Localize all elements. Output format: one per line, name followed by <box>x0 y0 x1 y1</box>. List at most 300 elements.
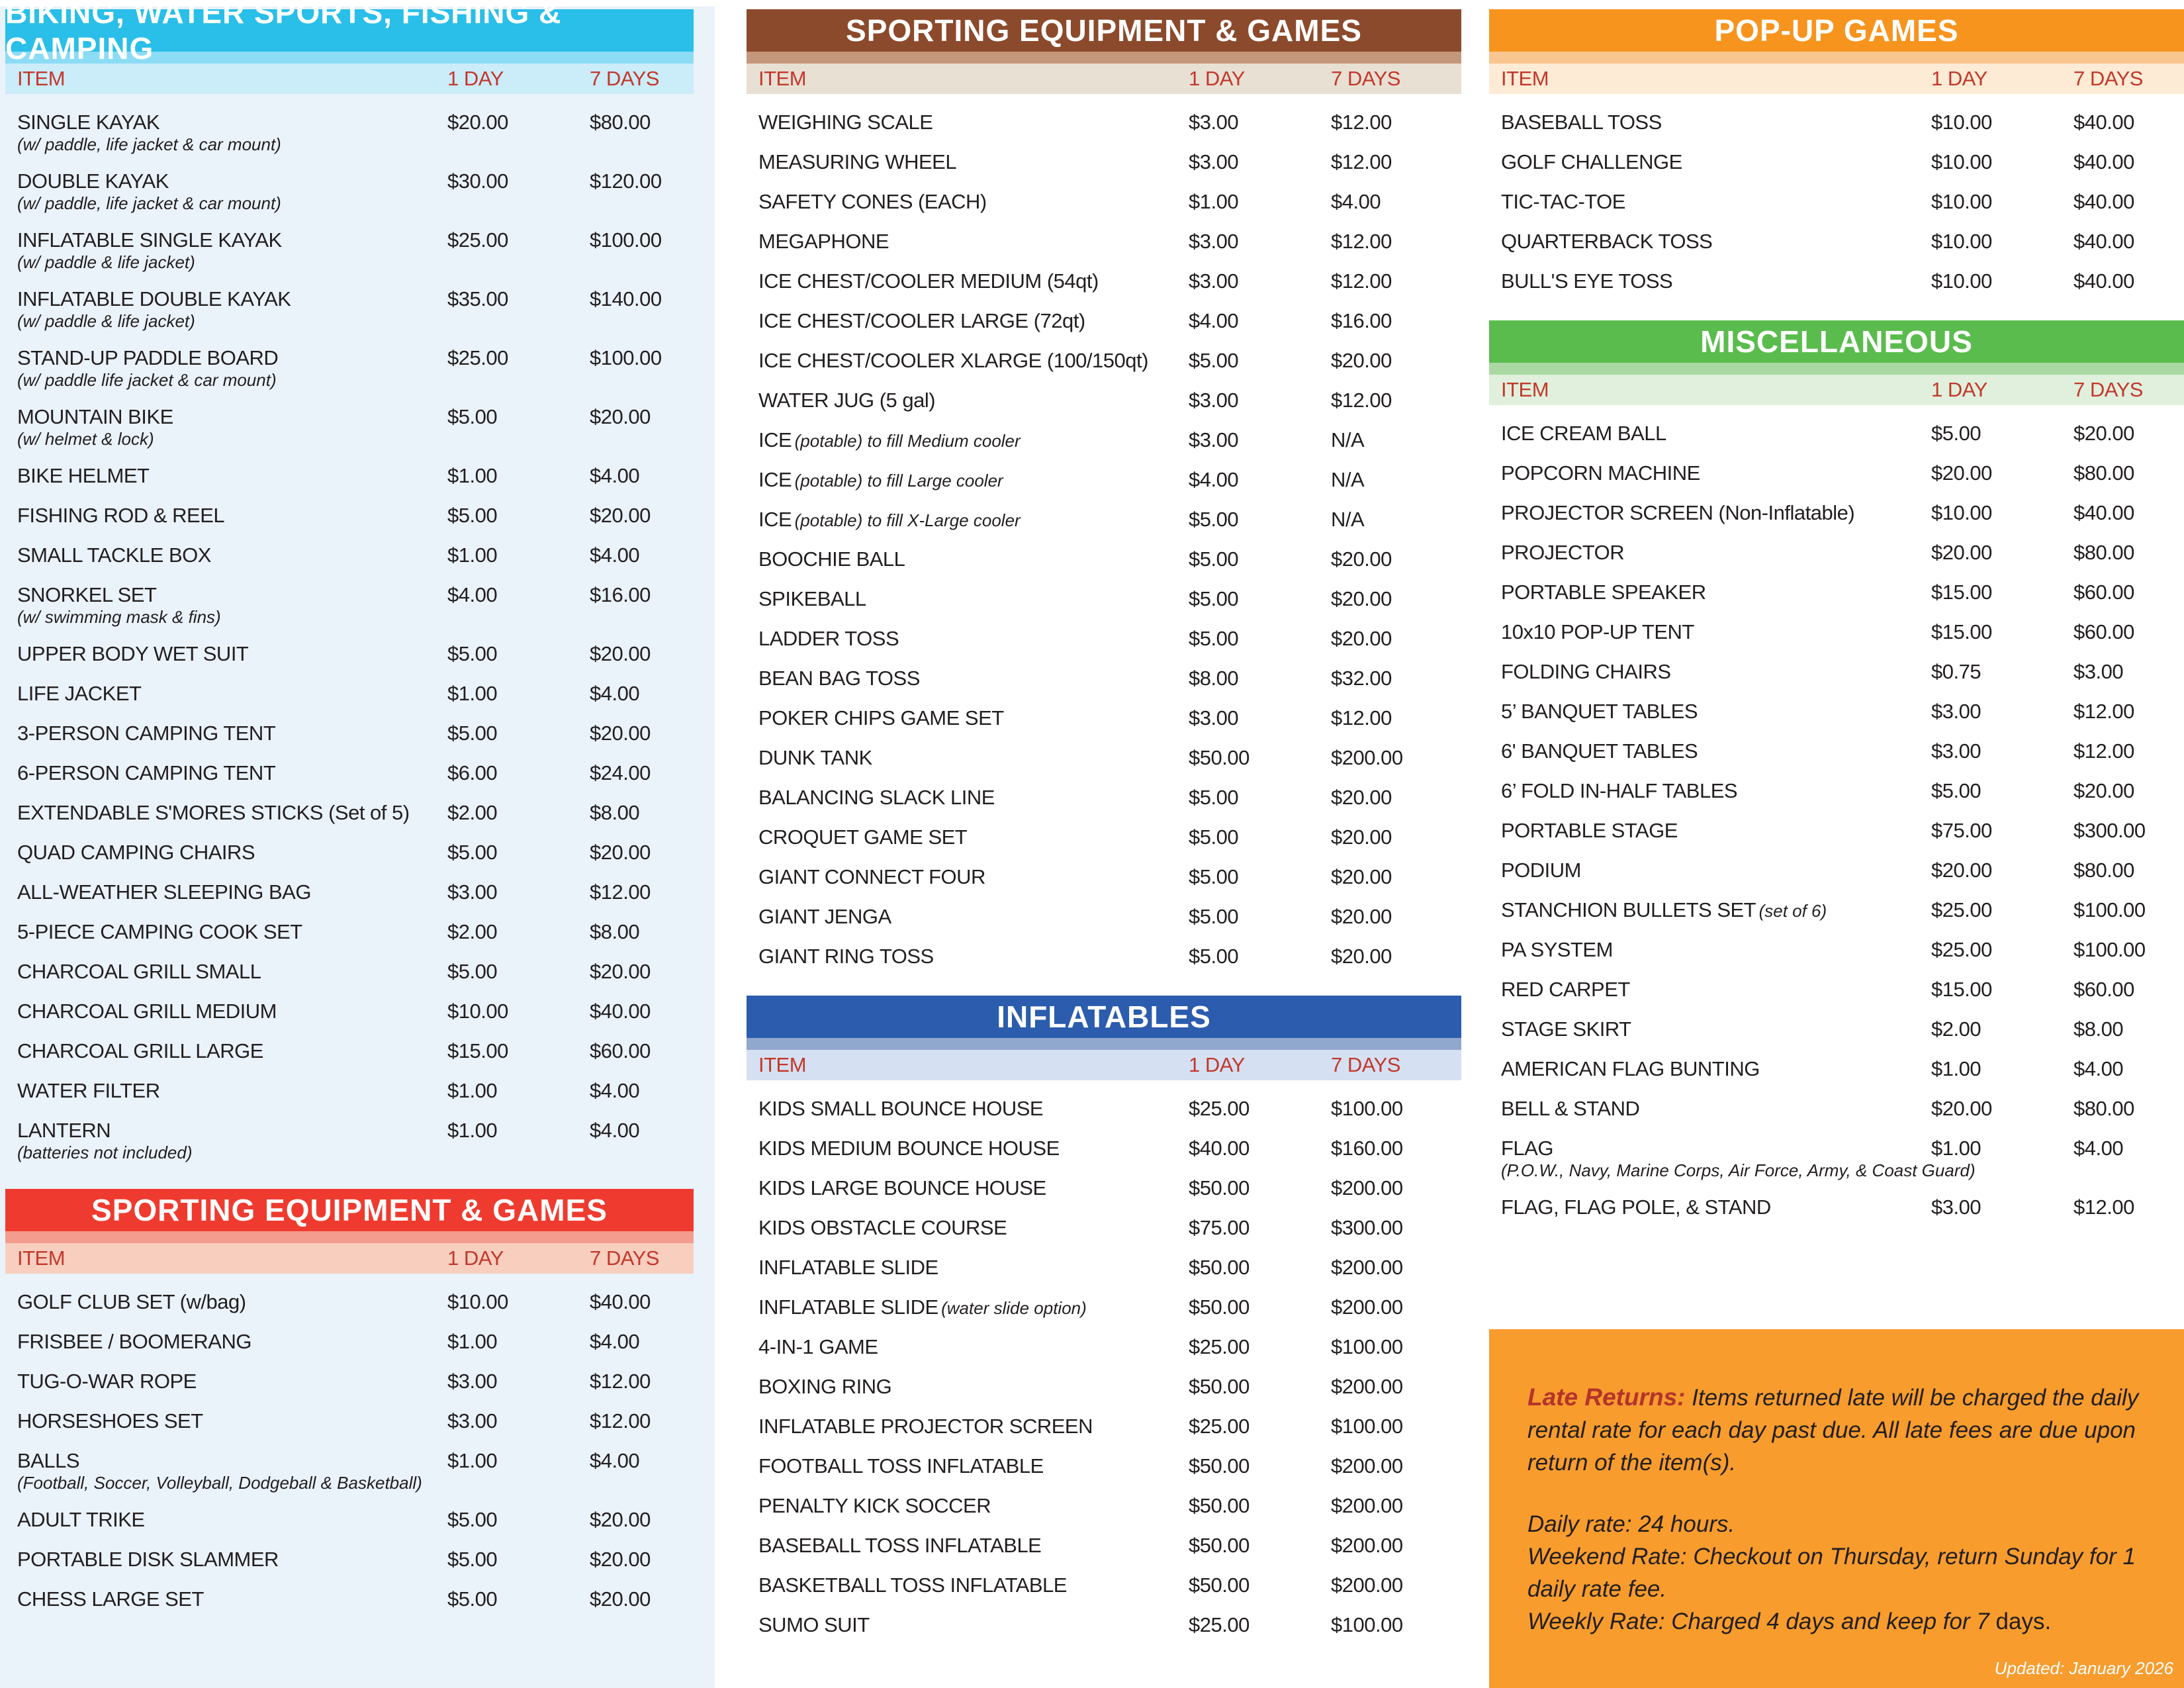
item-row <box>5 221 694 280</box>
item-row <box>5 1540 694 1580</box>
item-name: KIDS SMALL BOUNCE HOUSE <box>758 1097 1044 1120</box>
item-row <box>1489 1090 2184 1129</box>
section-header-bar <box>747 996 1461 1038</box>
item-row <box>747 937 1461 977</box>
item-name-cell <box>17 464 447 488</box>
item-row <box>1489 494 2184 534</box>
price-1day: $10.00 <box>1931 150 1992 173</box>
price-7days: $60.00 <box>590 1039 651 1062</box>
late-returns-label: Late Returns: <box>1527 1383 1686 1411</box>
item-name-cell <box>1501 660 1931 684</box>
item-name-cell <box>758 746 1189 770</box>
price-7days: $40.00 <box>590 1290 651 1313</box>
price-1day: $5.00 <box>447 1508 498 1531</box>
price-1day: $5.00 <box>447 841 498 864</box>
item-name-cell <box>758 111 1189 134</box>
price-1day: $3.00 <box>1189 230 1239 253</box>
item-name-cell <box>1501 779 1931 803</box>
item-name: DUNK TANK <box>758 746 872 769</box>
section-rows <box>1489 94 2184 302</box>
price-7days: $20.00 <box>1331 945 1392 968</box>
price-7days: $12.00 <box>2073 739 2134 763</box>
item-row <box>747 381 1461 421</box>
item-row <box>5 1111 694 1170</box>
item-name-cell <box>758 309 1189 333</box>
section-accent-band <box>1489 363 2184 375</box>
item-row <box>747 1566 1461 1606</box>
item-name: FISHING ROD & REEL <box>17 504 225 527</box>
price-7days: $100.00 <box>1331 1613 1403 1636</box>
item-row <box>747 778 1461 818</box>
section-header-bar <box>1489 9 2184 52</box>
item-name: 5’ BANQUET TABLES <box>1501 700 1698 723</box>
price-1day: $50.00 <box>1189 1375 1250 1398</box>
price-7days: $100.00 <box>2073 898 2146 921</box>
item-row <box>747 1606 1461 1646</box>
price-7days: $40.00 <box>2073 150 2134 173</box>
price-7days: $12.00 <box>2073 700 2134 723</box>
item-row <box>1489 931 2184 970</box>
col-header-item: ITEM <box>1501 378 1549 401</box>
item-name-cell <box>17 1449 447 1493</box>
weekend-rate-line: Weekend Rate: Checkout on Thursday, return Sunday for 1 daily rate fee. <box>1527 1544 2136 1602</box>
price-7days: $20.00 <box>2073 779 2134 802</box>
price-7days: $160.00 <box>1331 1137 1403 1160</box>
col-header-item: ITEM <box>758 67 807 90</box>
price-1day: $20.00 <box>1931 859 1992 882</box>
price-1day: $1.00 <box>447 1079 498 1102</box>
item-row <box>747 898 1461 937</box>
item-name: 4-IN-1 GAME <box>758 1335 878 1358</box>
item-name: STAGE SKIRT <box>1501 1017 1631 1041</box>
price-7days: $140.00 <box>590 287 662 310</box>
price-7days: $200.00 <box>1331 1454 1403 1477</box>
price-7days: $200.00 <box>1331 1375 1403 1398</box>
col-header-item: ITEM <box>1501 67 1549 90</box>
item-row <box>747 1526 1461 1566</box>
price-1day: $75.00 <box>1931 819 1992 842</box>
item-row <box>747 1209 1461 1248</box>
item-row <box>5 1323 694 1362</box>
price-1day: $15.00 <box>1931 581 1992 604</box>
price-7days: $20.00 <box>590 1548 651 1571</box>
item-row <box>1489 103 2184 143</box>
price-1day: $3.00 <box>447 1370 498 1393</box>
price-1day: $50.00 <box>1189 1573 1250 1597</box>
item-name-cell <box>758 825 1189 849</box>
item-name: PODIUM <box>1501 859 1581 882</box>
item-name-cell <box>758 269 1189 293</box>
item-name: ICE <box>758 468 792 491</box>
item-row <box>1489 183 2184 222</box>
item-row <box>1489 613 2184 653</box>
price-1day: $5.00 <box>447 960 498 983</box>
col-header-1day: 1 DAY <box>1931 67 1987 90</box>
col-header-1day: 1 DAY <box>1931 378 1987 401</box>
price-1day: $35.00 <box>447 287 508 310</box>
item-name-cell <box>758 945 1189 968</box>
item-row <box>747 620 1461 659</box>
item-row <box>747 540 1461 580</box>
item-row <box>5 913 694 953</box>
item-name: STANCHION BULLETS SET <box>1501 898 1756 921</box>
item-row <box>1489 891 2184 931</box>
section-header-bar <box>1489 320 2184 363</box>
price-1day: $3.00 <box>1931 700 1981 723</box>
item-name: FRISBEE / BOOMERANG <box>17 1330 251 1353</box>
item-name: ICE CREAM BALL <box>1501 422 1666 445</box>
item-name: INFLATABLE SINGLE KAYAK <box>17 228 282 252</box>
price-7days: $20.00 <box>590 722 651 745</box>
item-name: 6' BANQUET TABLES <box>1501 739 1698 763</box>
price-1day: $25.00 <box>1931 898 1992 921</box>
item-row <box>747 858 1461 898</box>
item-name: PENALTY KICK SOCCER <box>758 1494 991 1517</box>
price-1day: $1.00 <box>447 1330 498 1353</box>
item-name-cell <box>758 1573 1189 1597</box>
price-1day: $5.00 <box>447 405 498 428</box>
item-name: 3-PERSON CAMPING TENT <box>17 722 276 745</box>
item-name-cell <box>758 1415 1189 1438</box>
item-row <box>747 699 1461 739</box>
col-header-7days: 7 DAYS <box>2073 67 2143 90</box>
item-row <box>747 818 1461 858</box>
item-name: PROJECTOR <box>1501 541 1625 564</box>
column-header-row <box>5 1243 694 1274</box>
item-row <box>1489 414 2184 454</box>
item-name-cell <box>758 468 1189 492</box>
late-returns-paragraph <box>1527 1381 2146 1479</box>
price-1day: $15.00 <box>1931 978 1992 1001</box>
price-7days: $20.00 <box>1331 547 1392 571</box>
item-name-cell <box>17 111 447 155</box>
item-name: CHARCOAL GRILL LARGE <box>17 1039 263 1062</box>
item-name: GOLF CLUB SET (w/bag) <box>17 1290 246 1313</box>
item-name-cell <box>17 405 447 449</box>
item-name: 6’ FOLD IN-HALF TABLES <box>1501 779 1738 802</box>
price-1day: $5.00 <box>1189 945 1239 968</box>
price-1day: $20.00 <box>1931 541 1992 564</box>
col-header-7days: 7 DAYS <box>1331 1053 1400 1076</box>
col-header-item: ITEM <box>17 67 66 90</box>
price-7days: $8.00 <box>590 801 640 824</box>
item-name: INFLATABLE SLIDE <box>758 1295 938 1319</box>
item-name-cell <box>758 1454 1189 1478</box>
item-name-cell <box>17 1508 447 1532</box>
item-name: ICE CHEST/COOLER MEDIUM (54qt) <box>758 269 1099 293</box>
item-name: POKER CHIPS GAME SET <box>758 706 1004 729</box>
item-row <box>1489 454 2184 494</box>
item-row <box>747 1169 1461 1209</box>
price-7days: $20.00 <box>590 1587 651 1611</box>
price-7days: $20.00 <box>590 405 651 428</box>
item-row <box>1489 851 2184 891</box>
price-7days: $3.00 <box>2073 660 2124 683</box>
item-name-cell <box>1501 620 1931 644</box>
item-row <box>747 1248 1461 1288</box>
section-header-bar <box>5 0 694 66</box>
price-7days: $40.00 <box>2073 190 2134 213</box>
price-7days: $60.00 <box>2073 620 2134 643</box>
item-name: CROQUET GAME SET <box>758 825 968 849</box>
item-row <box>5 398 694 457</box>
item-row <box>747 342 1461 381</box>
item-name-cell <box>1501 1017 1931 1041</box>
item-note: (potable) to fill Large cooler <box>794 471 1003 491</box>
item-name-cell <box>758 190 1189 214</box>
item-name-cell <box>1501 1057 1931 1081</box>
price-7days: $16.00 <box>590 583 651 606</box>
price-7days: $100.00 <box>1331 1335 1403 1358</box>
weekly-rate-line: Weekly Rate: Charged 4 days and keep for 7 <box>1527 1609 1996 1634</box>
item-name: QUARTERBACK TOSS <box>1501 230 1713 253</box>
item-row <box>1489 262 2184 302</box>
price-1day: $2.00 <box>447 920 498 943</box>
price-7days: N/A <box>1331 508 1365 531</box>
section-sporting-equipment-games <box>5 1189 694 1620</box>
col-header-7days: 7 DAYS <box>1331 67 1400 90</box>
updated-date: Updated: January 2026 <box>1994 1658 2173 1678</box>
item-row <box>747 1328 1461 1368</box>
item-note: (batteries not included) <box>17 1143 193 1162</box>
item-row <box>747 500 1461 540</box>
price-1day: $3.00 <box>1189 150 1239 173</box>
item-row <box>1489 1129 2184 1188</box>
item-row <box>5 794 694 833</box>
price-1day: $10.00 <box>1931 190 1992 213</box>
item-row <box>1489 1050 2184 1090</box>
price-1day: $5.00 <box>1189 905 1239 928</box>
item-name: ALL-WEATHER SLEEPING BAG <box>17 880 311 904</box>
price-1day: $3.00 <box>1189 428 1239 451</box>
price-7days: $4.00 <box>590 1330 640 1353</box>
price-7days: $24.00 <box>590 761 651 784</box>
column-header-row <box>747 1050 1461 1080</box>
price-7days: $12.00 <box>2073 1196 2134 1219</box>
item-name: BOOCHIE BALL <box>758 547 905 571</box>
item-row <box>1489 1188 2184 1228</box>
item-row <box>1489 732 2184 772</box>
item-row <box>1489 692 2184 732</box>
price-1day: $50.00 <box>1189 1176 1250 1199</box>
price-1day: $50.00 <box>1189 1256 1250 1279</box>
item-name-cell <box>758 1534 1189 1558</box>
item-name-cell <box>758 1613 1189 1637</box>
item-note: (P.O.W., Navy, Marine Corps, Air Force, Army, & Coast Guard) <box>1501 1160 1976 1180</box>
item-name-cell <box>1501 269 1931 293</box>
price-7days: $40.00 <box>2073 501 2134 524</box>
item-name-cell <box>758 1256 1189 1280</box>
item-note: (potable) to fill Medium cooler <box>794 431 1021 451</box>
item-name-cell <box>758 428 1189 452</box>
item-name-cell <box>17 1370 447 1393</box>
price-1day: $2.00 <box>447 801 498 824</box>
item-row <box>747 1090 1461 1129</box>
price-1day: $10.00 <box>447 1290 508 1313</box>
item-name-cell <box>758 706 1189 730</box>
price-1day: $25.00 <box>1189 1097 1250 1120</box>
item-row <box>5 1283 694 1323</box>
item-name: PORTABLE STAGE <box>1501 819 1678 842</box>
item-name: LIFE JACKET <box>17 682 142 705</box>
column-header-row <box>5 64 694 94</box>
price-1day: $10.00 <box>1931 230 1992 253</box>
item-name-cell <box>758 667 1189 690</box>
price-1day: $25.00 <box>1931 938 1992 961</box>
price-7days: $4.00 <box>590 464 640 487</box>
item-name: TIC-TAC-TOE <box>1501 190 1625 213</box>
item-name-cell <box>17 1039 447 1063</box>
item-name: QUAD CAMPING CHAIRS <box>17 841 255 864</box>
price-1day: $50.00 <box>1189 746 1250 769</box>
item-row <box>747 183 1461 222</box>
item-name-cell <box>17 504 447 528</box>
price-7days: $80.00 <box>2073 859 2134 882</box>
item-name-cell <box>758 1494 1189 1518</box>
item-row <box>747 1288 1461 1328</box>
price-1day: $1.00 <box>447 682 498 705</box>
item-note: (potable) to fill X-Large cooler <box>794 510 1021 530</box>
price-7days: $60.00 <box>2073 978 2134 1001</box>
price-1day: $20.00 <box>447 111 508 134</box>
price-1day: $10.00 <box>1931 111 1992 134</box>
price-7days: $32.00 <box>1331 667 1392 690</box>
item-note: (set of 6) <box>1758 901 1827 921</box>
item-name-cell <box>1501 501 1931 525</box>
item-name: ICE <box>758 508 792 531</box>
section-title: INFLATABLES <box>997 1000 1211 1034</box>
price-7days: $4.00 <box>590 682 640 705</box>
price-1day: $1.00 <box>447 1449 498 1472</box>
price-1day: $5.00 <box>1931 779 1981 802</box>
item-row <box>747 461 1461 500</box>
price-7days: $60.00 <box>2073 581 2134 604</box>
section-title: BIKING, WATER SPORTS, FISHING & CAMPING <box>5 0 562 66</box>
item-name-cell <box>1501 541 1931 565</box>
daily-rate-line: Daily rate: 24 hours. <box>1527 1511 1735 1537</box>
item-name: ICE CHEST/COOLER XLARGE (100/150qt) <box>758 349 1148 372</box>
price-1day: $25.00 <box>1189 1613 1250 1636</box>
item-name: CHARCOAL GRILL SMALL <box>17 960 261 983</box>
item-row <box>1489 573 2184 613</box>
item-row <box>747 1447 1461 1487</box>
item-name-cell <box>758 1216 1189 1240</box>
rate-definitions <box>1527 1508 2146 1638</box>
price-7days: $12.00 <box>1331 269 1392 293</box>
price-1day: $3.00 <box>1931 1196 1981 1219</box>
col-header-7days: 7 DAYS <box>590 1246 659 1270</box>
section-rows <box>747 94 1461 977</box>
price-7days: $20.00 <box>590 504 651 527</box>
item-name-cell <box>758 349 1189 373</box>
item-name-cell <box>17 228 447 273</box>
price-1day: $40.00 <box>1189 1137 1250 1160</box>
item-name-cell <box>17 543 447 567</box>
item-row <box>5 754 694 794</box>
item-name-cell <box>17 722 447 745</box>
price-7days: $4.00 <box>590 543 640 567</box>
item-name: CHESS LARGE SET <box>17 1587 204 1611</box>
price-1day: $30.00 <box>447 169 508 193</box>
item-row <box>747 580 1461 620</box>
item-row <box>747 222 1461 262</box>
price-7days: $20.00 <box>590 841 651 864</box>
item-name-cell <box>17 346 447 391</box>
item-name: SINGLE KAYAK <box>17 111 160 134</box>
item-row <box>5 1580 694 1620</box>
item-name: SNORKEL SET <box>17 583 157 606</box>
item-row <box>1489 143 2184 183</box>
price-7days: $12.00 <box>590 880 651 904</box>
price-7days: $40.00 <box>2073 230 2134 253</box>
price-1day: $20.00 <box>1931 1097 1992 1120</box>
item-name: UPPER BODY WET SUIT <box>17 642 249 665</box>
item-row <box>5 457 694 496</box>
item-row <box>5 536 694 576</box>
price-7days: $40.00 <box>2073 269 2134 293</box>
price-1day: $3.00 <box>1931 739 1981 763</box>
item-name: LADDER TOSS <box>758 627 899 650</box>
item-row <box>747 421 1461 461</box>
price-7days: $200.00 <box>1331 1295 1403 1319</box>
column-header-row <box>747 64 1461 94</box>
price-1day: $5.00 <box>447 1587 498 1611</box>
item-name: BASKETBALL TOSS INFLATABLE <box>758 1573 1067 1597</box>
item-name-cell <box>758 508 1189 532</box>
item-row <box>747 103 1461 143</box>
price-1day: $25.00 <box>1189 1415 1250 1438</box>
price-7days: $20.00 <box>590 1508 651 1531</box>
price-1day: $5.00 <box>447 722 498 745</box>
item-name: FOOTBALL TOSS INFLATABLE <box>758 1454 1044 1477</box>
item-name: BOXING RING <box>758 1375 892 1398</box>
item-row <box>5 576 694 635</box>
item-row <box>5 1032 694 1072</box>
section-title: SPORTING EQUIPMENT & GAMES <box>846 13 1362 48</box>
price-1day: $5.00 <box>1189 786 1239 809</box>
item-name: PROJECTOR SCREEN (Non-Inflatable) <box>1501 501 1855 524</box>
item-row <box>5 280 694 339</box>
item-name: INFLATABLE PROJECTOR SCREEN <box>758 1415 1093 1438</box>
column-left <box>5 0 694 1688</box>
item-name-cell <box>17 642 447 666</box>
price-7days: $12.00 <box>590 1370 651 1393</box>
price-1day: $10.00 <box>1931 501 1992 524</box>
item-name: SMALL TACKLE BOX <box>17 543 211 567</box>
item-row <box>1489 222 2184 262</box>
price-7days: $20.00 <box>1331 905 1392 928</box>
item-name: BALLS <box>17 1449 80 1472</box>
price-7days: $4.00 <box>590 1079 640 1102</box>
price-7days: $80.00 <box>2073 541 2134 564</box>
price-1day: $3.00 <box>1189 389 1239 412</box>
item-name-cell <box>1501 230 1931 254</box>
item-name-cell <box>17 169 447 214</box>
item-name: PORTABLE DISK SLAMMER <box>17 1548 279 1571</box>
price-7days: N/A <box>1331 428 1365 451</box>
item-name-cell <box>17 682 447 706</box>
item-name-cell <box>17 801 447 825</box>
price-7days: $200.00 <box>1331 1494 1403 1517</box>
item-note: (w/ paddle, life jacket & car mount) <box>17 134 281 154</box>
item-name-cell <box>17 960 447 984</box>
section-accent-band <box>1489 52 2184 64</box>
price-1day: $5.00 <box>447 1548 498 1571</box>
item-note: (w/ paddle life jacket & car mount) <box>17 370 277 390</box>
price-1day: $5.00 <box>1189 349 1239 372</box>
section-accent-band <box>5 1231 694 1243</box>
section-header-bar <box>747 9 1461 52</box>
